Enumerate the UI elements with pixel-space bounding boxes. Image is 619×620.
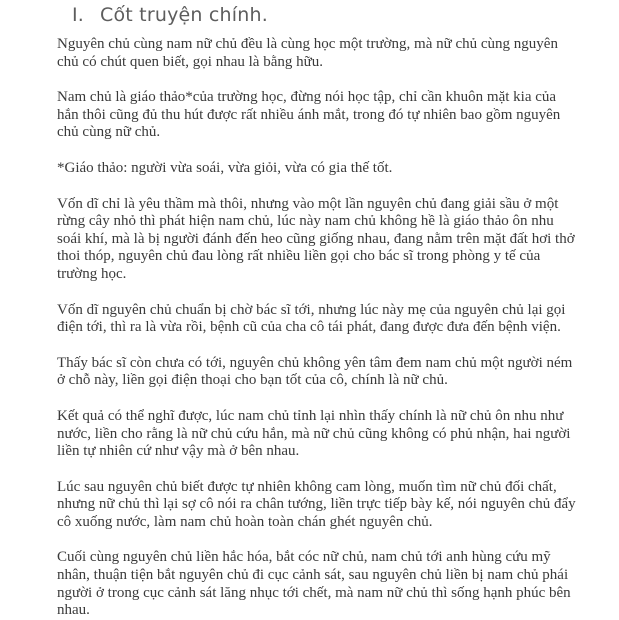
paragraph: Thấy bác sĩ còn chưa có tới, nguyên chủ không yên tâm đem nam chủ một người ném ở chỗ này, liền gọi điện thoại cho bạn tốt của cô, chính là nữ chủ. — [57, 354, 573, 389]
paragraph: Vốn dĩ nguyên chủ chuẩn bị chờ bác sĩ tới, nhưng lúc này mẹ của nguyên chủ lại gọi điện tới, thì ra là vừa rồi, bệnh cũ của cha cô tái phát, đang được đưa đến bệnh viện. — [57, 301, 566, 336]
section-heading — [72, 4, 619, 26]
document-body — [57, 36, 581, 620]
paragraph: Vốn dĩ chỉ là yêu thầm mà thôi, nhưng vào một lần nguyên chủ đang giải sầu ở một rừng cây nhỏ thì phát hiện nam chủ, lúc này nam chủ không hề là giáo thảo ôn nhu soái khí, mà là bị người đánh đến heo cũng giống nhau, đang nằm trên mặt đất hơi thở thoi thóp, nguyên chủ đau lòng rất nhiều liền gọi cho bác sĩ trong phòng y tế của trường học. — [57, 195, 575, 282]
heading-title: Cốt truyện chính. — [100, 4, 268, 26]
paragraph: Cuối cùng nguyên chủ liền hắc hóa, bắt cóc nữ chủ, nam chủ tới anh hùng cứu mỹ nhân, thuận tiện bắt nguyên chủ đi cục cảnh sát, sau nguyên chủ liền bị nam chủ phái người ở trong cục cảnh sát lăng nhục tới chết, mà nam nữ chủ thì sống hạnh phúc bên nhau. — [57, 549, 571, 619]
paragraph: Nguyên chủ cùng nam nữ chủ đều là cùng học một trường, mà nữ chủ cùng nguyên chủ có chút quen biết, gọi nhau là bằng hữu. — [57, 36, 558, 70]
heading-list-number: I. — [72, 4, 85, 26]
paragraph: Nam chủ là giáo thảo*của trường học, đừng nói học tập, chỉ cần khuôn mặt kia của hắn thôi cũng đủ thu hút được rất nhiều ánh mắt, trong đó tự nhiên bao gồm nguyên chủ cùng nữ chủ. — [57, 89, 561, 141]
paragraph: Kết quả có thể nghĩ được, lúc nam chủ tỉnh lại nhìn thấy chính là nữ chủ ôn nhu như nước, liền cho rằng là nữ chủ cứu hắn, mà nữ chủ cũng không có phủ nhận, hai người liền tự nhiên cứ như vậy mà ở bên nhau. — [57, 407, 571, 460]
paragraph-footnote: *Giáo thảo: người vừa soái, vừa giỏi, vừa có gia thế tốt. — [57, 159, 393, 176]
paragraph: Lúc sau nguyên chủ biết được tự nhiên không cam lòng, muốn tìm nữ chủ đối chất, nhưng nữ chủ thì lại sợ cô nói ra chân tướng, liền trực tiếp bày kế, nói nguyên chủ đẩy cô xuống nước, làm nam chủ hoàn toàn chán ghét nguyên chủ. — [57, 478, 576, 530]
